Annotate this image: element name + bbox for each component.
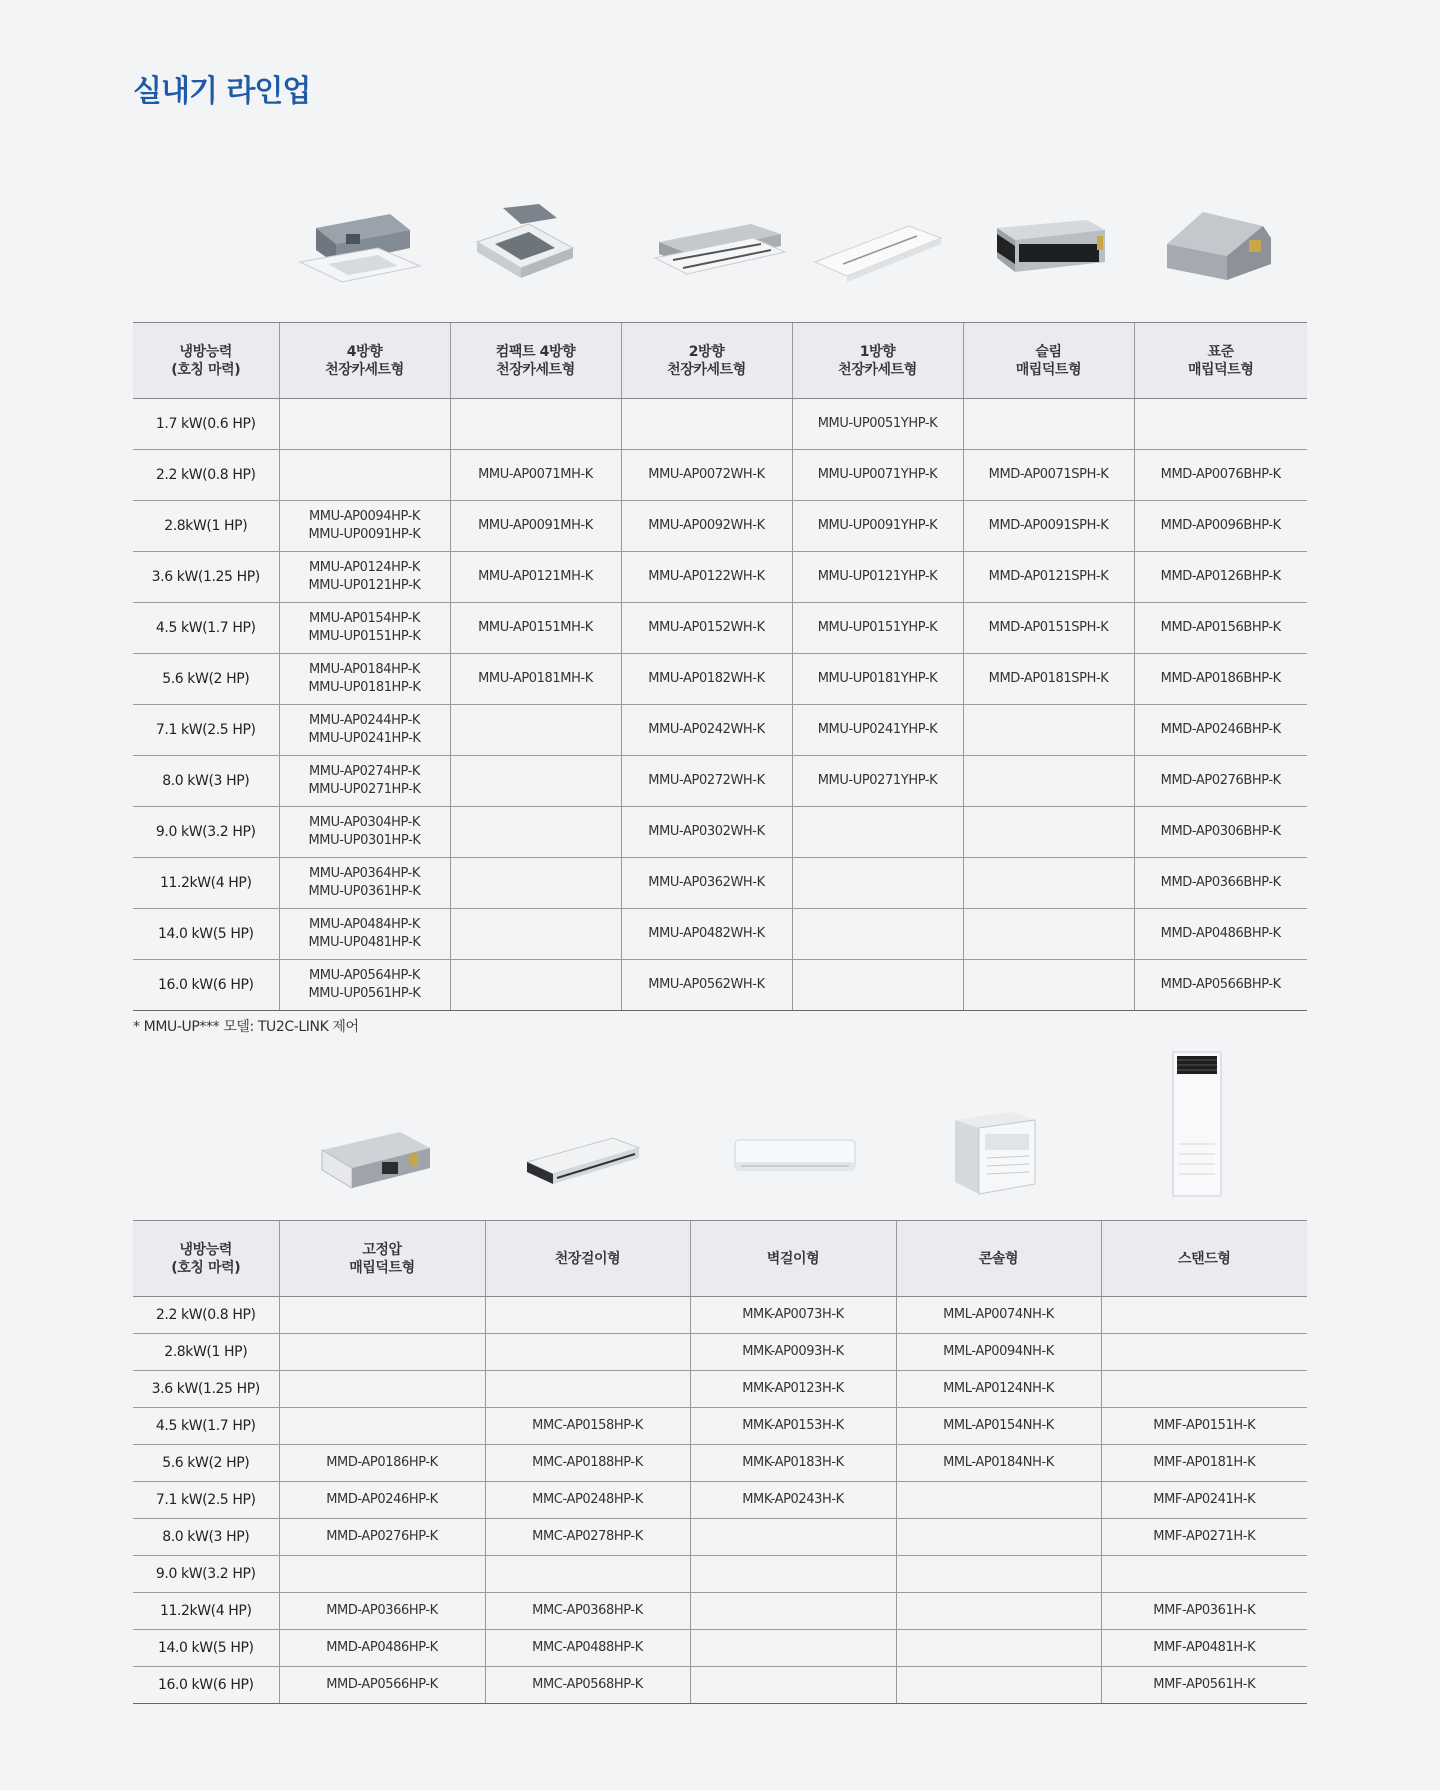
- column-header-type: [792, 323, 963, 399]
- column-header-line: 천장카세트형: [838, 361, 917, 378]
- table-row: [133, 1593, 1307, 1630]
- capacity-cell: 9.0 kW(3.2 HP): [133, 1556, 279, 1593]
- model-cell: MMD-AP0096BHP-K: [1134, 501, 1307, 552]
- model-cell: [963, 399, 1134, 450]
- capacity-cell: 8.0 kW(3 HP): [133, 1519, 279, 1556]
- model-cell: [896, 1593, 1101, 1630]
- model-cell: [485, 1556, 690, 1593]
- capacity-cell: 14.0 kW(5 HP): [133, 909, 279, 960]
- capacity-cell: 11.2kW(4 HP): [133, 1593, 279, 1630]
- column-header-line: 냉방능력: [179, 1241, 232, 1258]
- model-cell: MMC-AP0278HP-K: [485, 1519, 690, 1556]
- model-cell: MMU-AP0152WH-K: [621, 603, 792, 654]
- model-cell: [963, 705, 1134, 756]
- column-header-line: (호칭 마력): [171, 1259, 241, 1276]
- model-cell: MMD-AP0246HP-K: [279, 1482, 485, 1519]
- model-cell: MMU-AP0182WH-K: [621, 654, 792, 705]
- capacity-cell: 2.2 kW(0.8 HP): [133, 450, 279, 501]
- model-cell: [792, 807, 963, 858]
- compact-four-way-cassette-image: [473, 202, 577, 294]
- four-way-cassette-image: [298, 208, 422, 288]
- model-cell: [690, 1593, 896, 1630]
- model-cell: [896, 1519, 1101, 1556]
- model-cell: MMU-UP0091YHP-K: [792, 501, 963, 552]
- table-row: [133, 399, 1307, 450]
- model-cell: MMD-AP0126BHP-K: [1134, 552, 1307, 603]
- footnote: * MMU-UP*** 모델: TU2C-LINK 제어: [133, 1019, 359, 1035]
- model-cell: [485, 1334, 690, 1371]
- model-cell: MMU-AP0092WH-K: [621, 501, 792, 552]
- model-cell: [1101, 1371, 1307, 1408]
- capacity-cell: 5.6 kW(2 HP): [133, 1445, 279, 1482]
- model-cell: [279, 1556, 485, 1593]
- model-cell: MMF-AP0271H-K: [1101, 1519, 1307, 1556]
- model-cell: MMU-AP0242WH-K: [621, 705, 792, 756]
- capacity-cell: 9.0 kW(3.2 HP): [133, 807, 279, 858]
- model-cell: [450, 756, 621, 807]
- table-row: [133, 552, 1307, 603]
- model-cell: [1101, 1334, 1307, 1371]
- model-cell: [1101, 1556, 1307, 1593]
- column-header-type: [279, 1221, 485, 1297]
- model-cell: MMU-AP0184HP-K MMU-UP0181HP-K: [279, 654, 450, 705]
- model-cell: MMU-AP0154HP-K MMU-UP0151HP-K: [279, 603, 450, 654]
- model-cell: MML-AP0154NH-K: [896, 1408, 1101, 1445]
- model-cell: MMC-AP0158HP-K: [485, 1408, 690, 1445]
- model-cell: MMD-AP0566BHP-K: [1134, 960, 1307, 1011]
- capacity-cell: 16.0 kW(6 HP): [133, 1667, 279, 1704]
- model-cell: MMD-AP0246BHP-K: [1134, 705, 1307, 756]
- model-cell: MMK-AP0123H-K: [690, 1371, 896, 1408]
- model-cell: [690, 1519, 896, 1556]
- model-cell: MMD-AP0306BHP-K: [1134, 807, 1307, 858]
- model-cell: [485, 1297, 690, 1334]
- table-row: [133, 501, 1307, 552]
- model-cell: MMU-AP0484HP-K MMU-UP0481HP-K: [279, 909, 450, 960]
- column-header-type: [450, 323, 621, 399]
- column-header-capacity: [133, 1221, 279, 1297]
- table-row: [133, 1297, 1307, 1334]
- model-cell: MMD-AP0186BHP-K: [1134, 654, 1307, 705]
- column-header-type: [1134, 323, 1307, 399]
- capacity-cell: 14.0 kW(5 HP): [133, 1630, 279, 1667]
- table-row: [133, 450, 1307, 501]
- model-cell: MMD-AP0156BHP-K: [1134, 603, 1307, 654]
- model-cell: [450, 960, 621, 1011]
- model-cell: [279, 1297, 485, 1334]
- capacity-cell: 7.1 kW(2.5 HP): [133, 1482, 279, 1519]
- table-row: [133, 1334, 1307, 1371]
- model-cell: MMK-AP0243H-K: [690, 1482, 896, 1519]
- column-header-line: 매립덕트형: [1187, 361, 1254, 378]
- model-cell: MMU-AP0124HP-K MMU-UP0121HP-K: [279, 552, 450, 603]
- model-cell: MMU-UP0271YHP-K: [792, 756, 963, 807]
- column-header-line: 천장카세트형: [496, 361, 575, 378]
- model-cell: [485, 1371, 690, 1408]
- model-cell: MMD-AP0151SPH-K: [963, 603, 1134, 654]
- column-header-line: 매립덕트형: [349, 1259, 415, 1276]
- model-cell: [279, 1408, 485, 1445]
- model-cell: MMU-UP0071YHP-K: [792, 450, 963, 501]
- capacity-cell: 4.5 kW(1.7 HP): [133, 1408, 279, 1445]
- column-header-type: [896, 1221, 1101, 1297]
- model-cell: MMU-AP0094HP-K MMU-UP0091HP-K: [279, 501, 450, 552]
- ceiling-suspended-image: [523, 1132, 641, 1190]
- table-row: [133, 603, 1307, 654]
- table-header-row: [133, 1221, 1307, 1297]
- table-row: [133, 909, 1307, 960]
- model-cell: MMU-AP0274HP-K MMU-UP0271HP-K: [279, 756, 450, 807]
- model-cell: MMK-AP0153H-K: [690, 1408, 896, 1445]
- column-header-line: 스탠드형: [1178, 1250, 1231, 1267]
- column-header-type: [279, 323, 450, 399]
- table-row: [133, 1445, 1307, 1482]
- table-row: [133, 1630, 1307, 1667]
- model-cell: [690, 1556, 896, 1593]
- model-cell: MMD-AP0276HP-K: [279, 1519, 485, 1556]
- model-cell: MMK-AP0183H-K: [690, 1445, 896, 1482]
- model-cell: MMU-AP0564HP-K MMU-UP0561HP-K: [279, 960, 450, 1011]
- model-cell: [450, 705, 621, 756]
- model-cell: [963, 858, 1134, 909]
- model-cell: [450, 399, 621, 450]
- standard-duct-image: [1163, 204, 1275, 290]
- column-header-line: 천장카세트형: [325, 361, 404, 378]
- model-cell: MMU-AP0304HP-K MMU-UP0301HP-K: [279, 807, 450, 858]
- model-cell: [963, 756, 1134, 807]
- model-cell: MMU-AP0121MH-K: [450, 552, 621, 603]
- model-cell: [896, 1556, 1101, 1593]
- model-cell: MMK-AP0073H-K: [690, 1297, 896, 1334]
- capacity-cell: 3.6 kW(1.25 HP): [133, 1371, 279, 1408]
- column-header-type: [485, 1221, 690, 1297]
- product-images-row-2: [133, 1050, 1307, 1210]
- table-row: [133, 756, 1307, 807]
- model-cell: MMD-AP0566HP-K: [279, 1667, 485, 1704]
- high-static-duct-image: [318, 1126, 434, 1192]
- model-cell: MMF-AP0151H-K: [1101, 1408, 1307, 1445]
- model-cell: MML-AP0124NH-K: [896, 1371, 1101, 1408]
- model-cell: MMU-UP0121YHP-K: [792, 552, 963, 603]
- model-cell: MMU-AP0362WH-K: [621, 858, 792, 909]
- model-cell: [621, 399, 792, 450]
- column-header-capacity: [133, 323, 279, 399]
- column-header-line: 고정압: [362, 1241, 402, 1258]
- capacity-cell: 2.8kW(1 HP): [133, 501, 279, 552]
- wall-mounted-image: [733, 1136, 857, 1178]
- model-cell: MMF-AP0561H-K: [1101, 1667, 1307, 1704]
- model-cell: MMD-AP0366HP-K: [279, 1593, 485, 1630]
- model-cell: [792, 909, 963, 960]
- column-header-type: [621, 323, 792, 399]
- table-row: [133, 1556, 1307, 1593]
- table-row: [133, 807, 1307, 858]
- column-header-line: (호칭 마력): [171, 361, 241, 378]
- model-cell: MMU-AP0091MH-K: [450, 501, 621, 552]
- model-cell: MMU-UP0181YHP-K: [792, 654, 963, 705]
- column-header-line: 2방향: [688, 343, 725, 360]
- model-cell: MMD-AP0091SPH-K: [963, 501, 1134, 552]
- indoor-lineup-table-1: [133, 322, 1307, 1011]
- capacity-cell: 2.8kW(1 HP): [133, 1334, 279, 1371]
- model-cell: MML-AP0074NH-K: [896, 1297, 1101, 1334]
- model-cell: [1101, 1297, 1307, 1334]
- model-cell: MML-AP0094NH-K: [896, 1334, 1101, 1371]
- model-cell: MMC-AP0368HP-K: [485, 1593, 690, 1630]
- model-cell: [963, 909, 1134, 960]
- column-header-line: 표준: [1207, 343, 1234, 360]
- capacity-cell: 16.0 kW(6 HP): [133, 960, 279, 1011]
- model-cell: MMC-AP0188HP-K: [485, 1445, 690, 1482]
- model-cell: MMU-AP0364HP-K MMU-UP0361HP-K: [279, 858, 450, 909]
- table-row: [133, 1519, 1307, 1556]
- model-cell: MMF-AP0181H-K: [1101, 1445, 1307, 1482]
- model-cell: MMK-AP0093H-K: [690, 1334, 896, 1371]
- model-cell: MMU-UP0051YHP-K: [792, 399, 963, 450]
- model-cell: MMC-AP0568HP-K: [485, 1667, 690, 1704]
- model-cell: MMU-AP0151MH-K: [450, 603, 621, 654]
- model-cell: MMF-AP0481H-K: [1101, 1630, 1307, 1667]
- model-cell: [792, 858, 963, 909]
- capacity-cell: 11.2kW(4 HP): [133, 858, 279, 909]
- table-row: [133, 1667, 1307, 1704]
- model-cell: MMD-AP0186HP-K: [279, 1445, 485, 1482]
- table-row: [133, 654, 1307, 705]
- model-cell: [450, 858, 621, 909]
- column-header-type: [963, 323, 1134, 399]
- capacity-cell: 2.2 kW(0.8 HP): [133, 1297, 279, 1334]
- capacity-cell: 5.6 kW(2 HP): [133, 654, 279, 705]
- table-row: [133, 858, 1307, 909]
- capacity-cell: 7.1 kW(2.5 HP): [133, 705, 279, 756]
- column-header-line: 매립덕트형: [1015, 361, 1082, 378]
- model-cell: [690, 1630, 896, 1667]
- capacity-cell: 3.6 kW(1.25 HP): [133, 552, 279, 603]
- column-header-line: 1방향: [859, 343, 896, 360]
- table-row: [133, 1482, 1307, 1519]
- column-header-line: 벽걸이형: [766, 1250, 820, 1267]
- column-header-line: 콘솔형: [978, 1250, 1019, 1267]
- two-way-cassette-image: [653, 218, 787, 284]
- model-cell: MMU-AP0302WH-K: [621, 807, 792, 858]
- model-cell: [1134, 399, 1307, 450]
- model-cell: MMU-AP0272WH-K: [621, 756, 792, 807]
- model-cell: [279, 399, 450, 450]
- model-cell: MMU-UP0151YHP-K: [792, 603, 963, 654]
- column-header-line: 천장카세트형: [667, 361, 746, 378]
- column-header-line: 슬림: [1035, 343, 1062, 360]
- model-cell: [896, 1482, 1101, 1519]
- model-cell: MMU-AP0072WH-K: [621, 450, 792, 501]
- model-cell: MMU-AP0122WH-K: [621, 552, 792, 603]
- model-cell: MMD-AP0181SPH-K: [963, 654, 1134, 705]
- model-cell: MMD-AP0076BHP-K: [1134, 450, 1307, 501]
- indoor-lineup-table-2: [133, 1220, 1307, 1704]
- model-cell: MML-AP0184NH-K: [896, 1445, 1101, 1482]
- model-cell: MMD-AP0486BHP-K: [1134, 909, 1307, 960]
- product-images-row-1: [133, 200, 1307, 310]
- model-cell: [896, 1667, 1101, 1704]
- one-way-cassette-image: [813, 216, 943, 286]
- capacity-cell: 8.0 kW(3 HP): [133, 756, 279, 807]
- capacity-cell: 4.5 kW(1.7 HP): [133, 603, 279, 654]
- slim-duct-image: [993, 214, 1109, 286]
- model-cell: MMD-AP0071SPH-K: [963, 450, 1134, 501]
- model-cell: [896, 1630, 1101, 1667]
- model-cell: MMD-AP0121SPH-K: [963, 552, 1134, 603]
- model-cell: MMF-AP0361H-K: [1101, 1593, 1307, 1630]
- model-cell: MMD-AP0366BHP-K: [1134, 858, 1307, 909]
- table-row: [133, 1408, 1307, 1445]
- model-cell: [279, 1334, 485, 1371]
- column-header-line: 4방향: [346, 343, 383, 360]
- model-cell: MMU-UP0241YHP-K: [792, 705, 963, 756]
- model-cell: [279, 1371, 485, 1408]
- model-cell: MMU-AP0244HP-K MMU-UP0241HP-K: [279, 705, 450, 756]
- model-cell: [450, 909, 621, 960]
- model-cell: [963, 807, 1134, 858]
- model-cell: MMD-AP0486HP-K: [279, 1630, 485, 1667]
- column-header-line: 천장걸이형: [554, 1250, 621, 1267]
- column-header-type: [690, 1221, 896, 1297]
- console-unit-image: [951, 1110, 1039, 1198]
- model-cell: MMD-AP0276BHP-K: [1134, 756, 1307, 807]
- table-row: [133, 705, 1307, 756]
- column-header-type: [1101, 1221, 1307, 1297]
- model-cell: [963, 960, 1134, 1011]
- model-cell: MMU-AP0181MH-K: [450, 654, 621, 705]
- table-row: [133, 1371, 1307, 1408]
- model-cell: MMU-AP0482WH-K: [621, 909, 792, 960]
- model-cell: [792, 960, 963, 1011]
- column-header-line: 컴팩트 4방향: [495, 343, 576, 360]
- column-header-line: 냉방능력: [179, 343, 232, 360]
- model-cell: MMF-AP0241H-K: [1101, 1482, 1307, 1519]
- model-cell: [450, 807, 621, 858]
- model-cell: MMC-AP0488HP-K: [485, 1630, 690, 1667]
- table-header-row: [133, 323, 1307, 399]
- floor-standing-image: [1169, 1050, 1225, 1200]
- page-title: 실내기 라인업: [133, 74, 311, 109]
- model-cell: MMU-AP0562WH-K: [621, 960, 792, 1011]
- capacity-cell: 1.7 kW(0.6 HP): [133, 399, 279, 450]
- model-cell: MMC-AP0248HP-K: [485, 1482, 690, 1519]
- model-cell: MMU-AP0071MH-K: [450, 450, 621, 501]
- table-row: [133, 960, 1307, 1011]
- model-cell: [690, 1667, 896, 1704]
- model-cell: [279, 450, 450, 501]
